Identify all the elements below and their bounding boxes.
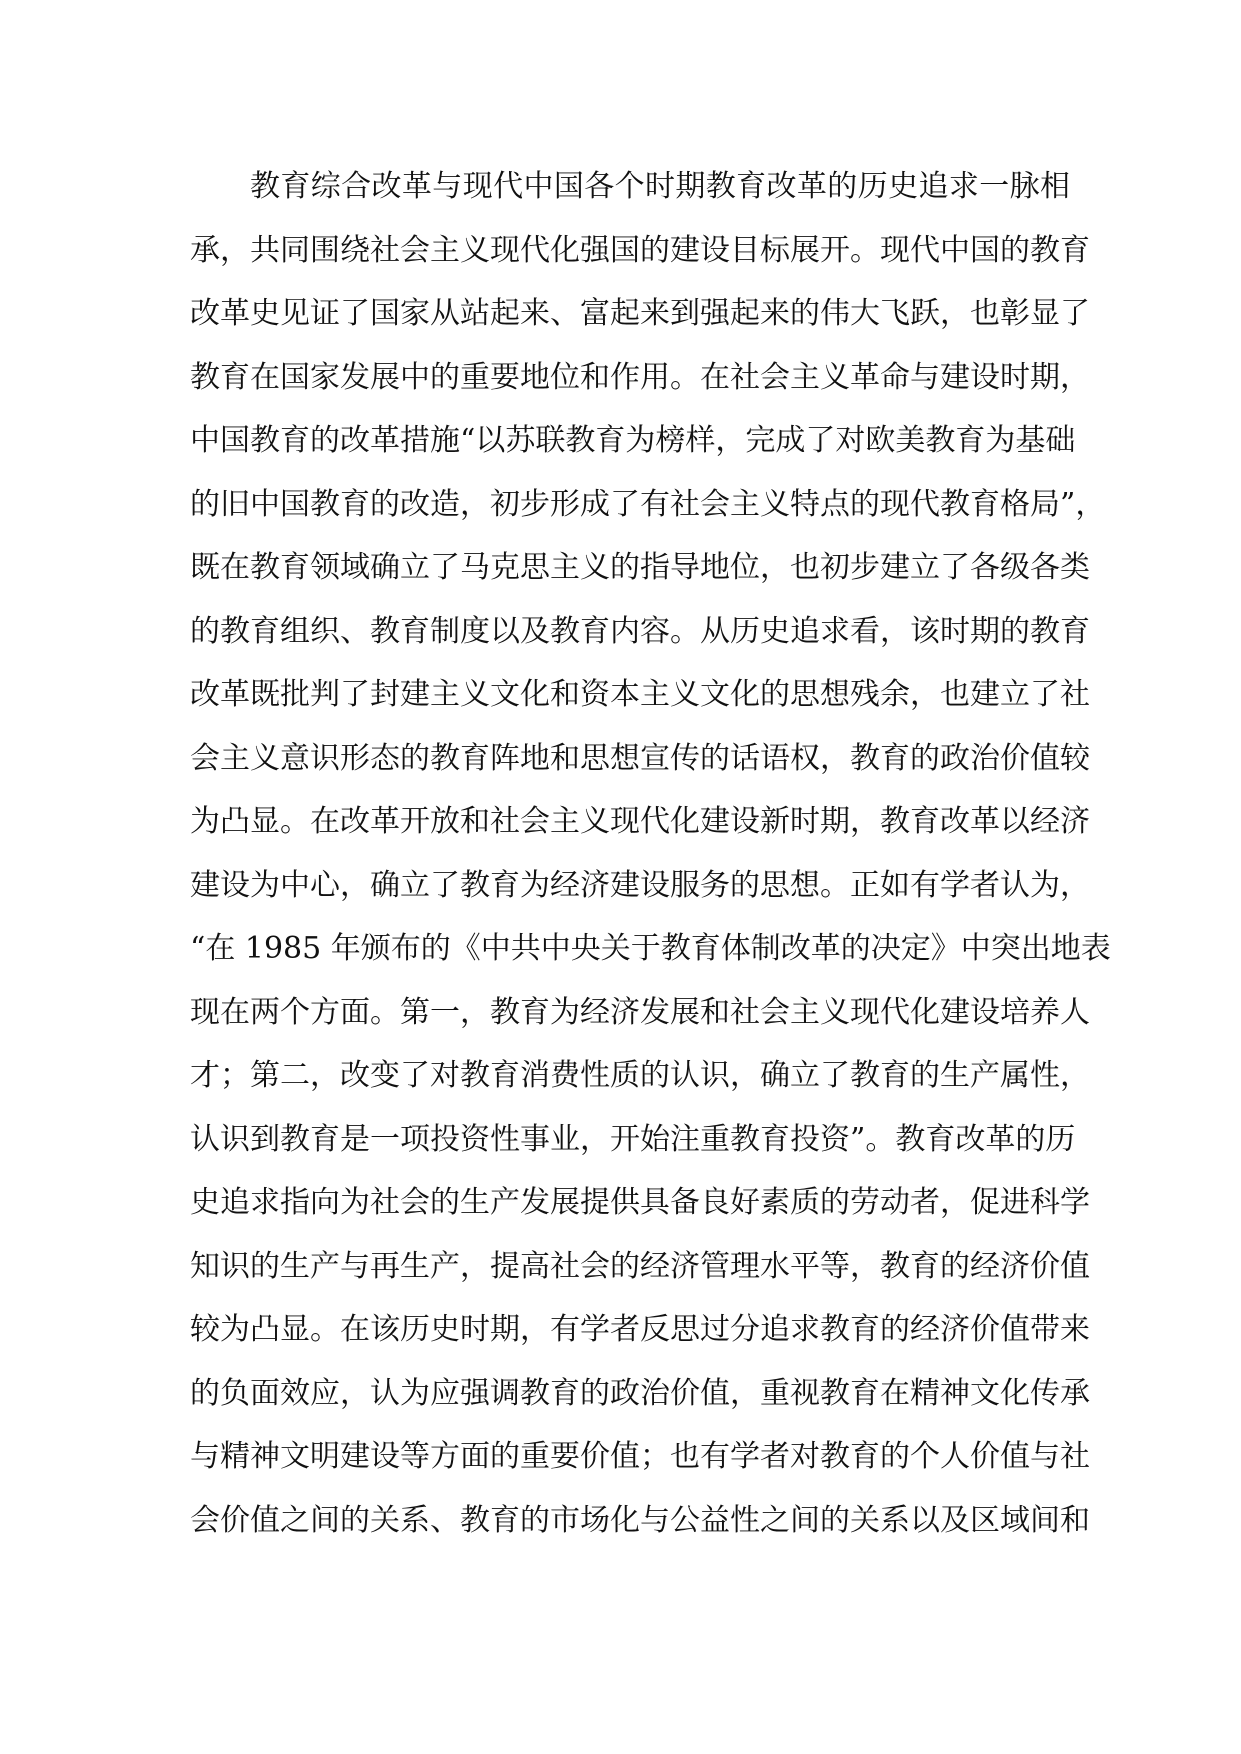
paragraph-line: 中国教育的改革措施“以苏联教育为榜样，完成了对欧美教育为基础 [190, 423, 1076, 458]
paragraph-line: 建设为中心，确立了教育为经济建设服务的思想。正如有学者认为， [190, 867, 1090, 903]
paragraph-line: 史追求指向为社会的生产发展提供具备良好素质的劳动者，促进科学 [190, 1185, 1090, 1220]
paragraph-line: 的负面效应，认为应强调教育的政治价值，重视教育在精神文化传承 [190, 1375, 1090, 1411]
paragraph-line: 的旧中国教育的改造，初步形成了有社会主义特点的现代教育格局”， [190, 486, 1106, 522]
paragraph-line: 为凸显。在改革开放和社会主义现代化建设新时期，教育改革以经济 [190, 804, 1090, 839]
paragraph-line: 才；第二，改变了对教育消费性质的认识，确立了教育的生产属性， [190, 1058, 1090, 1093]
paragraph-line: 认识到教育是一项投资性事业，开始注重教育投资”。教育改革的历 [190, 1121, 1076, 1157]
paragraph-line: 承，共同围绕社会主义现代化强国的建设目标展开。现代中国的教育 [190, 232, 1090, 268]
paragraph-line: “在 1985 年颁布的《中共中央关于教育体制改革的决定》中突出地表 [190, 931, 1111, 966]
paragraph-line: 教育在国家发展中的重要地位和作用。在社会主义革命与建设时期， [190, 359, 1090, 395]
paragraph-line: 教育综合改革与现代中国各个时期教育改革的历史追求一脉相 [250, 169, 1070, 204]
paragraph-line: 改革既批判了封建主义文化和资本主义文化的思想残余，也建立了社 [190, 677, 1090, 712]
paragraph-line: 与精神文明建设等方面的重要价值；也有学者对教育的个人价值与社 [190, 1439, 1090, 1474]
paragraph-line: 改革史见证了国家从站起来、富起来到强起来的伟大飞跃，也彰显了 [190, 296, 1090, 331]
paragraph-line: 会主义意识形态的教育阵地和思想宣传的话语权，教育的政治价值较 [190, 740, 1090, 776]
paragraph-line: 知识的生产与再生产，提高社会的经济管理水平等，教育的经济价值 [190, 1248, 1090, 1284]
paragraph-line: 既在教育领域确立了马克思主义的指导地位，也初步建立了各级各类 [190, 550, 1090, 585]
paragraph-line: 较为凸显。在该历史时期，有学者反思过分追求教育的经济价值带来 [190, 1312, 1090, 1347]
paragraph-line: 的教育组织、教育制度以及教育内容。从历史追求看，该时期的教育 [190, 613, 1090, 649]
paragraph-line: 现在两个方面。第一，教育为经济发展和社会主义现代化建设培养人 [190, 994, 1090, 1030]
paragraph-line: 会价值之间的关系、教育的市场化与公益性之间的关系以及区域间和 [190, 1502, 1090, 1538]
body-paragraph [190, 155, 1111, 1552]
